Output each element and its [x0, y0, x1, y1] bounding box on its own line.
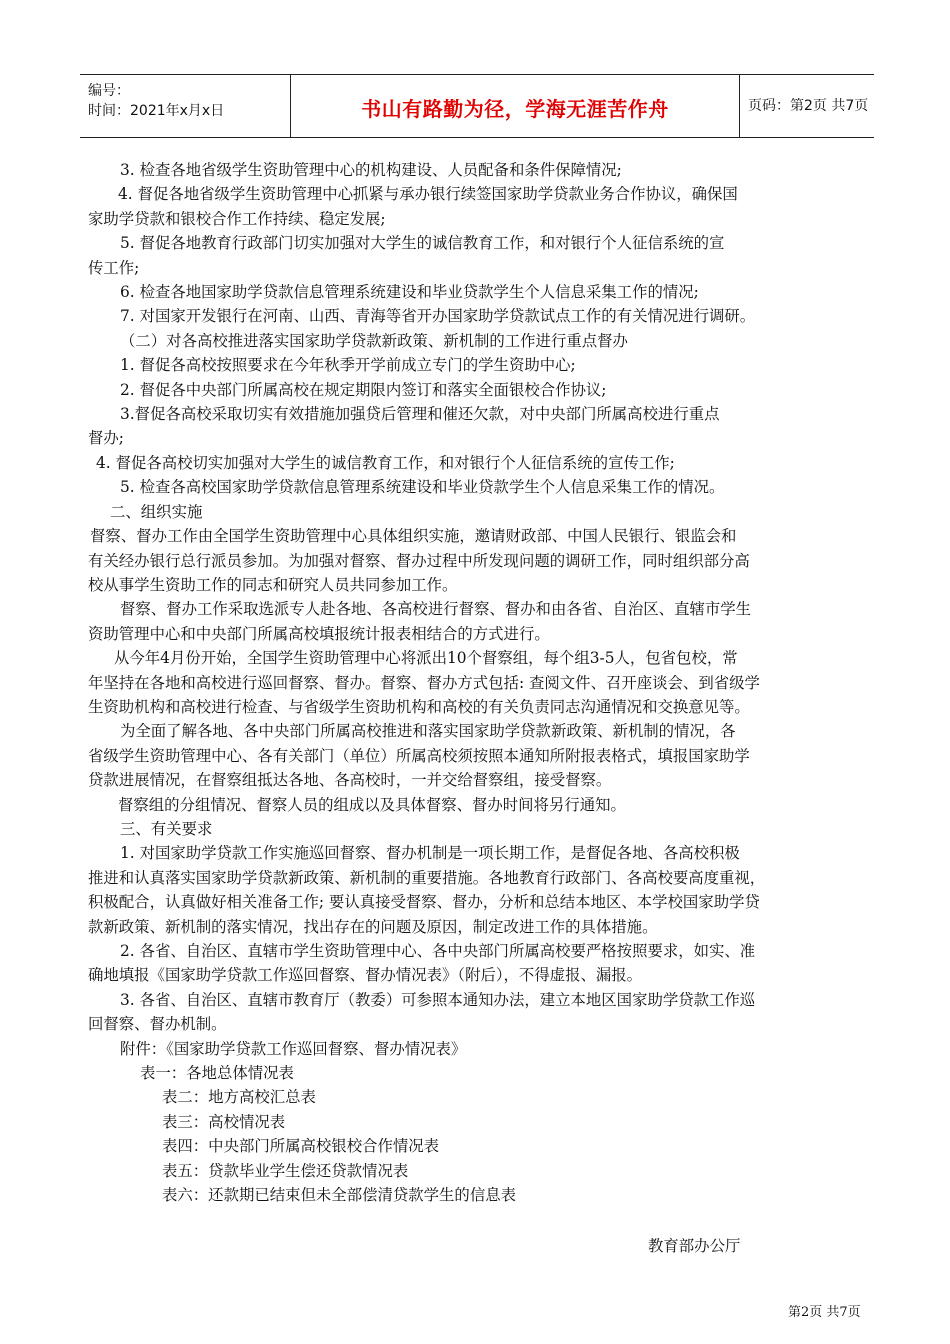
header-motto-cell	[290, 75, 740, 137]
text-line: 督察、督办工作由全国学生资助管理中心具体组织实施，邀请财政部、中国人民银行、银监会和	[90, 527, 737, 546]
page-header	[80, 74, 874, 138]
text-line: 4. 督促各高校切实加强对大学生的诚信教育工作，和对银行个人征信系统的宣传工作;	[96, 453, 675, 472]
signature: 教育部办公厅	[648, 1237, 741, 1255]
text-line: 为全面了解各地、各中央部门所属高校推进和落实国家助学贷款新政策、新机制的情况，各	[120, 722, 736, 741]
text-line: 督察组的分组情况、督察人员的组成以及具体督察、督办时间将另行通知。	[118, 795, 626, 814]
text-line: 资助管理中心和中央部门所属高校填报统计报表相结合的方式进行。	[88, 624, 550, 643]
text-line: 5. 督促各地教育行政部门切实加强对大学生的诚信教育工作，和对银行个人征信系统的宣	[120, 234, 725, 253]
text-line: 表四：中央部门所属高校银校合作情况表	[162, 1137, 440, 1156]
text-line: 表一：各地总体情况表	[140, 1064, 294, 1083]
text-line: 有关经办银行总行派员参加。为加强对督察、督办过程中所发现问题的调研工作，同时组织部分高	[88, 551, 750, 570]
document-number-label: 编号：	[88, 83, 130, 99]
text-line: 二、组织实施	[110, 502, 203, 521]
text-line: 3.督促各高校采取切实有效措施加强贷后管理和催还欠款，对中央部门所属高校进行重点	[120, 405, 720, 424]
text-line: 1. 督促各高校按照要求在今年秋季开学前成立专门的学生资助中心;	[120, 356, 576, 375]
page-footer: 第2页 共7页	[788, 1305, 861, 1320]
text-line: 表二：地方高校汇总表	[162, 1088, 316, 1107]
text-line: 3. 检查各地省级学生资助管理中心的机构建设、人员配备和条件保障情况;	[120, 161, 622, 179]
text-line: 表六：还款期已结束但未全部偿清贷款学生的信息表	[162, 1186, 516, 1205]
text-line: 从今年4月份开始，全国学生资助管理中心将派出10个督察组，每个组3-5人，包省包校，常	[114, 649, 738, 668]
text-line: 省级学生资助管理中心、各有关部门（单位）所属高校须按照本通知所附报表格式，填报国家助学	[88, 746, 750, 765]
text-line: 督办;	[88, 429, 124, 448]
text-line: 积极配合，认真做好相关准备工作; 要认真接受督察、督办，分析和总结本地区、本学校国家助学贷	[88, 893, 760, 912]
text-line: 7. 对国家开发银行在河南、山西、青海等省开办国家助学贷款试点工作的有关情况进行调研。	[120, 307, 756, 326]
text-line: 6. 检查各地国家助学贷款信息管理系统建设和毕业贷款学生个人信息采集工作的情况;	[120, 283, 699, 302]
text-line: 4. 督促各地省级学生资助管理中心抓紧与承办银行续签国家助学贷款业务合作协议，确保国	[118, 185, 738, 204]
text-line: 推进和认真落实国家助学贷款新政策、新机制的重要措施。各地教育行政部门、各高校要高度重视，	[88, 868, 766, 887]
text-line: 2. 各省、自治区、直辖市学生资助管理中心、各中央部门所属高校要严格按照要求，如实、准	[120, 942, 756, 960]
text-line: 督察、督办工作采取选派专人赴各地、各高校进行督察、督办和由各省、自治区、直辖市学生	[120, 600, 752, 619]
text-line: 附件：《国家助学贷款工作巡回督察、督办情况表》	[120, 1039, 467, 1058]
text-line: 生资助机构和高校进行检查、与省级学生资助机构和高校的有关负责同志沟通情况和交换意见等。	[88, 697, 750, 716]
document-body	[88, 158, 878, 1207]
text-line: 三、有关要求	[120, 819, 213, 838]
text-line: 年坚持在各地和高校进行巡回督察、督办。督察、督办方式包括: 查阅文件、召开座谈会、到省级学	[88, 673, 760, 692]
header-meta	[88, 81, 293, 121]
text-line: 3. 各省、自治区、直辖市教育厅（教委）可参照本通知办法，建立本地区国家助学贷款工作巡	[120, 990, 756, 1009]
text-line: （二）对各高校推进落实国家助学贷款新政策、新机制的工作进行重点督办	[120, 331, 628, 350]
text-line: 款新政策、新机制的落实情况，找出存在的问题及原因，制定改进工作的具体措施。	[88, 917, 658, 936]
text-line: 表五：贷款毕业学生偿还贷款情况表	[162, 1161, 409, 1180]
text-line: 1. 对国家助学贷款工作实施巡回督察、督办机制是一项长期工作，是督促各地、各高校积极	[120, 844, 740, 863]
header-motto: 书山有路勤为径，学海无涯苦作舟	[361, 97, 669, 121]
header-page-label: 页码：第2页 共7页	[748, 98, 869, 114]
text-line: 5. 检查各高校国家助学贷款信息管理系统建设和毕业贷款学生个人信息采集工作的情况。	[120, 478, 725, 497]
text-line: 贷款进展情况，在督察组抵达各地、各高校时，一并交给督察组，接受督察。	[88, 771, 612, 790]
text-line: 家助学贷款和银校合作工作持续、稳定发展;	[88, 209, 386, 228]
text-line: 表三：高校情况表	[162, 1112, 286, 1131]
text-line: 确地填报《国家助学贷款工作巡回督察、督办情况表》（附后），不得虚报、漏报。	[88, 966, 643, 985]
document-time-label: 时间：2021年x月x日	[88, 103, 225, 119]
text-line: 传工作;	[88, 258, 140, 277]
text-line: 校从事学生资助工作的同志和研究人员共同参加工作。	[88, 575, 458, 594]
text-line: 回督察、督办机制。	[88, 1015, 227, 1034]
text-line: 2. 督促各中央部门所属高校在规定期限内签订和落实全面银校合作协议;	[120, 380, 607, 399]
